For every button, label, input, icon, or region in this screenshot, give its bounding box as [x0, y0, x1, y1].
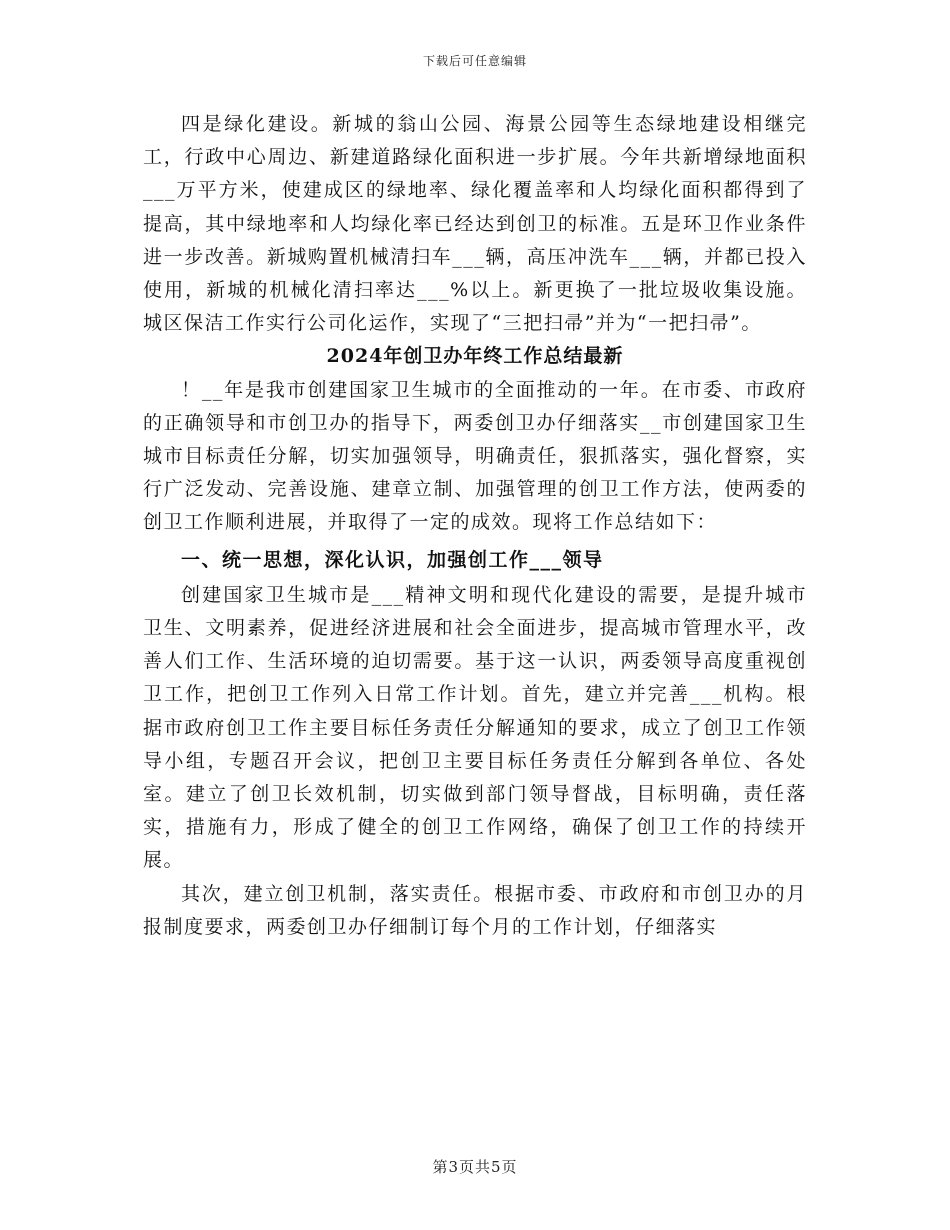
document-body	[143, 108, 807, 944]
paragraph-intro: ！__年是我市创建国家卫生城市的全面推动的一年。在市委、市政府的正确领导和市创卫办的指导下，两委创卫办仔细落实__市创建国家卫生城市目标责任分解，切实加强领导，明确责任，狠抓落实，强化督察，实行广泛发动、完善设施、建章立制、加强管理的创卫工作方法，使两委的创卫工作顺利进展，并取得了一定的成效。现将工作总结如下：	[143, 378, 807, 534]
document-title: 2024年创卫办年终工作总结最新	[326, 345, 624, 368]
section-heading-1: 一、统一思想，深化认识，加强创工作___领导	[181, 548, 604, 571]
paragraph-section-1: 创建国家卫生城市是___精神文明和现代化建设的需要，是提升城市卫生、文明素养，促进经济进展和社会全面进步，提高城市管理水平，改善人们工作、生活环境的迫切需要。基于这一认识，两委领导高度重视创卫工作，把创卫工作列入日常工作计划。首先，建立并完善___机构。根据市政府创卫工作主要目标任务责任分解通知的要求，成立了创卫工作领导小组，专题召开会议，把创卫主要目标任务责任分解到各单位、各处室。建立了创卫长效机制，切实做到部门领导督战，目标明确，责任落实，措施有力，形成了健全的创卫工作网络，确保了创卫工作的持续开展。	[143, 583, 807, 872]
paragraph-greening: 四是绿化建设。新城的翁山公园、海景公园等生态绿地建设相继完工，行政中心周边、新建道路绿化面积进一步扩展。今年共新增绿地面积___万平方米，使建成区的绿地率、绿化覆盖率和人均绿化面积都得到了提高，其中绿地率和人均绿化率已经达到创卫的标准。五是环卫作业条件进一步改善。新城购置机械清扫车___辆，高压冲洗车___辆，并都已投入使用，新城的机械化清扫率达___%以上。新更换了一批垃圾收集设施。城区保洁工作实行公司化运作，实现了“三把扫帚”并为“一把扫帚”。	[143, 113, 807, 335]
page-footer: 第3页共5页	[432, 1158, 518, 1176]
paragraph-mechanism: 其次，建立创卫机制，落实责任。根据市委、市政府和市创卫办的月报制度要求，两委创卫办仔细制订每个月的工作计划，仔细落实	[143, 882, 807, 938]
header-note: 下载后可任意编辑	[422, 54, 527, 68]
